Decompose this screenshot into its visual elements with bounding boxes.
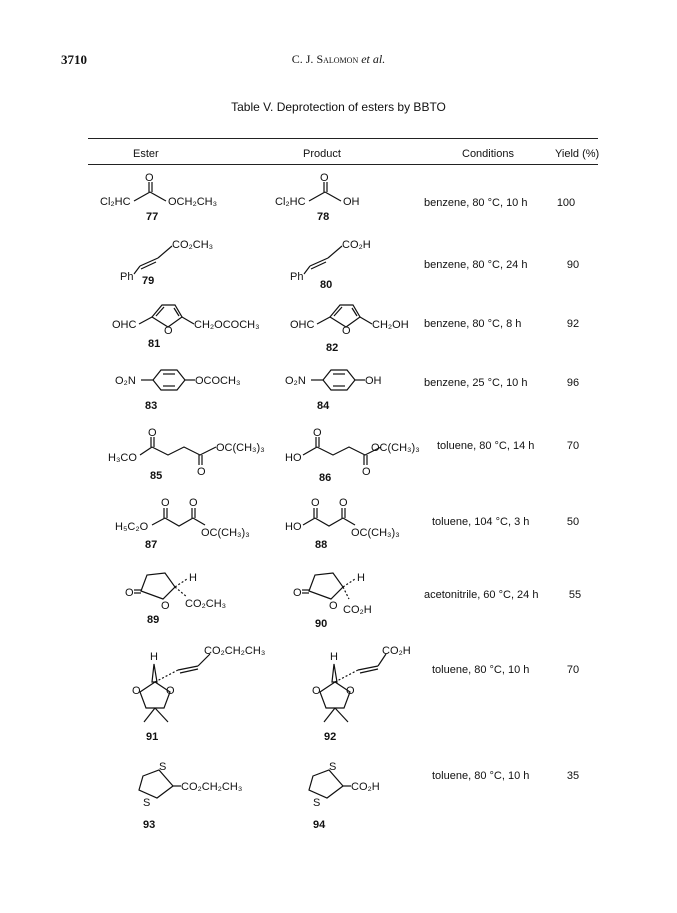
svg-text:85: 85	[150, 470, 163, 482]
svg-text:OCOCH₃: OCOCH₃	[195, 375, 241, 387]
svg-text:O₂N: O₂N	[285, 375, 306, 387]
svg-text:Cl₂HC: Cl₂HC	[275, 196, 306, 208]
svg-text:H₅C₂O: H₅C₂O	[115, 521, 149, 533]
svg-text:O: O	[161, 497, 170, 509]
svg-text:O: O	[311, 497, 320, 509]
svg-text:O: O	[293, 587, 302, 599]
column-header-conditions: Conditions	[462, 148, 514, 160]
column-header-product: Product	[303, 148, 341, 160]
svg-text:O₂N: O₂N	[115, 375, 136, 387]
svg-text:Ph: Ph	[290, 271, 304, 283]
svg-text:CH₂OCOCH₃: CH₂OCOCH₃	[194, 319, 260, 331]
conditions-row-2: benzene, 80 °C, 24 h	[424, 259, 528, 271]
structure-81	[112, 297, 272, 349]
svg-text:S: S	[313, 797, 321, 809]
svg-text:O: O	[313, 427, 322, 439]
svg-text:OC(CH₃)₃: OC(CH₃)₃	[216, 442, 265, 454]
structure-88	[285, 498, 425, 550]
svg-text:OC(CH₃)₃: OC(CH₃)₃	[351, 527, 400, 539]
svg-text:CO₂H: CO₂H	[351, 781, 380, 793]
svg-text:94: 94	[313, 819, 326, 831]
table-caption: Table V. Deprotection of esters by BBTO	[231, 100, 446, 114]
svg-text:H: H	[189, 572, 197, 584]
structure-80	[290, 236, 370, 291]
conditions-row-1: benzene, 80 °C, 10 h	[424, 197, 528, 209]
svg-text:CO₂CH₃: CO₂CH₃	[172, 239, 214, 251]
column-header-ester: Ester	[133, 148, 159, 160]
svg-text:78: 78	[317, 211, 330, 223]
yield-row-4: 96	[566, 377, 580, 389]
structure-83	[115, 365, 275, 415]
svg-text:O: O	[125, 587, 134, 599]
yield-row-2: 90	[566, 259, 580, 271]
svg-text:Ph: Ph	[120, 271, 134, 283]
svg-text:O: O	[342, 325, 351, 337]
svg-text:OHC: OHC	[112, 319, 137, 331]
svg-text:92: 92	[324, 731, 337, 743]
svg-text:OCH₂CH₃: OCH₂CH₃	[168, 196, 218, 208]
structure-86	[285, 425, 445, 483]
structure-82	[290, 297, 420, 354]
svg-text:90: 90	[315, 618, 328, 630]
svg-text:O: O	[329, 600, 338, 612]
conditions-row-4: benzene, 25 °C, 10 h	[424, 377, 528, 389]
svg-text:O: O	[312, 685, 321, 697]
structure-90	[293, 565, 413, 630]
yield-row-1: 100	[556, 197, 576, 209]
yield-row-7: 55	[568, 589, 582, 601]
running-head: C. J. Salomon et al.	[291, 52, 386, 66]
conditions-row-3: benzene, 80 °C, 8 h	[424, 318, 522, 330]
svg-text:80: 80	[320, 279, 333, 291]
yield-row-6: 50	[566, 516, 580, 528]
svg-text:S: S	[159, 761, 167, 773]
svg-text:81: 81	[148, 338, 161, 350]
svg-text:O: O	[339, 497, 348, 509]
svg-text:O: O	[132, 685, 141, 697]
svg-text:CO₂CH₂CH₃: CO₂CH₂CH₃	[204, 645, 266, 657]
structure-79	[120, 236, 220, 291]
svg-text:84: 84	[317, 400, 330, 412]
svg-text:O: O	[164, 325, 173, 337]
structure-92	[298, 642, 438, 742]
structure-87	[115, 498, 285, 550]
svg-text:Cl₂HC: Cl₂HC	[100, 196, 131, 208]
table-header-rule	[88, 164, 598, 165]
svg-text:S: S	[329, 761, 337, 773]
conditions-row-7: acetonitrile, 60 °C, 24 h	[424, 589, 539, 601]
svg-text:O: O	[161, 600, 170, 612]
svg-text:H: H	[357, 572, 365, 584]
page-number: 3710	[61, 52, 87, 67]
svg-text:S: S	[143, 797, 151, 809]
conditions-row-8: toluene, 80 °C, 10 h	[432, 664, 530, 676]
svg-text:OC(CH₃)₃: OC(CH₃)₃	[371, 442, 420, 454]
svg-text:CO₂CH₃: CO₂CH₃	[185, 598, 227, 610]
structure-77	[100, 172, 240, 223]
svg-text:83: 83	[145, 400, 158, 412]
svg-text:93: 93	[143, 819, 156, 831]
conditions-row-6: toluene, 104 °C, 3 h	[432, 516, 530, 528]
yield-row-3: 92	[566, 318, 580, 330]
svg-text:HO: HO	[285, 452, 302, 464]
svg-text:O: O	[197, 466, 206, 478]
svg-text:CO₂H: CO₂H	[342, 239, 371, 251]
svg-text:HO: HO	[285, 521, 302, 533]
svg-text:CO₂H: CO₂H	[382, 645, 411, 657]
yield-row-9: 35	[566, 770, 580, 782]
svg-text:88: 88	[315, 539, 328, 551]
svg-text:CH₂OH: CH₂OH	[372, 319, 409, 331]
structure-85	[108, 425, 278, 483]
table-top-rule	[88, 138, 598, 139]
yield-row-5: 70	[566, 440, 580, 452]
structure-84	[285, 365, 405, 415]
structure-93	[127, 758, 287, 833]
svg-text:CO₂CH₂CH₃: CO₂CH₂CH₃	[181, 781, 243, 793]
conditions-row-9: toluene, 80 °C, 10 h	[432, 770, 530, 782]
yield-row-8: 70	[566, 664, 580, 676]
svg-text:86: 86	[319, 472, 332, 484]
svg-text:91: 91	[146, 731, 159, 743]
svg-text:O: O	[145, 172, 154, 184]
svg-text:O: O	[320, 172, 329, 184]
svg-text:O: O	[148, 427, 157, 439]
svg-text:H: H	[330, 651, 338, 663]
svg-text:H: H	[150, 651, 158, 663]
structure-94	[297, 758, 417, 833]
svg-text:87: 87	[145, 539, 158, 551]
svg-text:CO₂H: CO₂H	[343, 604, 372, 616]
svg-text:H₃CO: H₃CO	[108, 452, 137, 464]
svg-text:OH: OH	[365, 375, 382, 387]
svg-text:OH: OH	[343, 196, 360, 208]
svg-text:79: 79	[142, 275, 155, 287]
svg-text:O: O	[189, 497, 198, 509]
svg-text:OHC: OHC	[290, 319, 315, 331]
structure-91	[128, 642, 288, 742]
svg-text:77: 77	[146, 211, 159, 223]
svg-text:O: O	[362, 466, 371, 478]
svg-text:82: 82	[326, 342, 339, 354]
svg-text:89: 89	[147, 614, 160, 626]
column-header-yield: Yield (%)	[555, 148, 600, 160]
svg-text:O: O	[166, 685, 175, 697]
conditions-row-5: toluene, 80 °C, 14 h	[437, 440, 535, 452]
structure-78	[275, 172, 375, 223]
svg-text:O: O	[346, 685, 355, 697]
svg-text:OC(CH₃)₃: OC(CH₃)₃	[201, 527, 250, 539]
structure-89	[125, 565, 265, 627]
